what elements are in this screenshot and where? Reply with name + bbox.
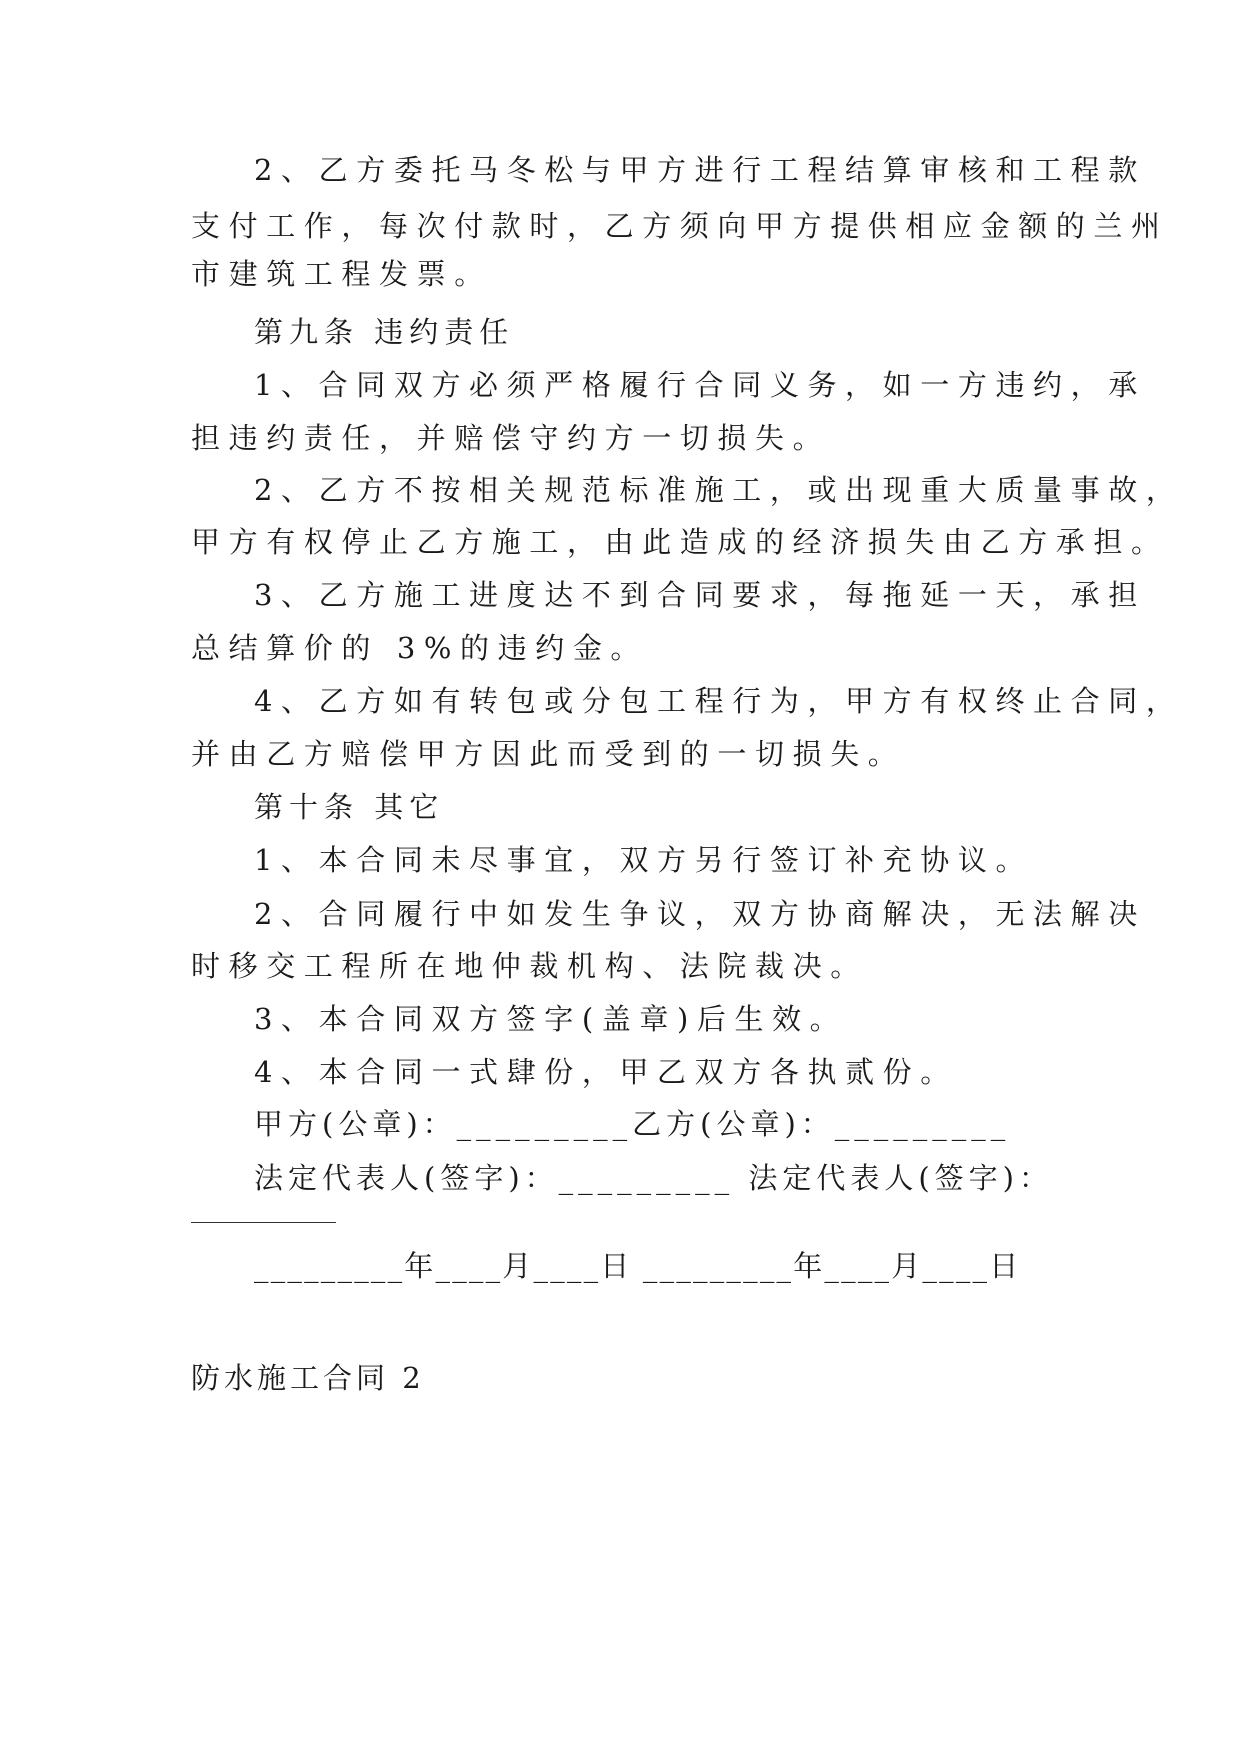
representative-signature-line: 法定代表人(签字)：_________ 法定代表人(签字)： (254, 1161, 1053, 1195)
paragraph-line: 1、本合同未尽事宜，双方另行签订补充协议。 (254, 843, 1034, 877)
paragraph-line: 甲方有权停止乙方施工，由此造成的经济损失由乙方承担。 (191, 525, 1169, 559)
paragraph-line: 并由乙方赔偿甲方因此而受到的一切损失。 (191, 737, 906, 771)
paragraph-line: 支付工作，每次付款时，乙方须向甲方提供相应金额的兰州 (191, 209, 1169, 243)
paragraph-line: 4、本合同一式肆份，甲乙双方各执贰份。 (254, 1055, 958, 1089)
section-heading: 第九条 违约责任 (254, 315, 515, 349)
paragraph-line: 2、乙方委托马冬松与甲方进行工程结算审核和工程款 (254, 153, 1146, 187)
party-seal-line: 甲方(公章)：_________乙方(公章)：_________ (254, 1107, 1011, 1141)
paragraph-line: 市建筑工程发票。 (191, 257, 492, 291)
signature-blank-rule (191, 1222, 336, 1223)
paragraph-line: 3、乙方施工进度达不到合同要求，每拖延一天，承担 (254, 578, 1146, 612)
next-document-title: 防水施工合同 2 (191, 1361, 425, 1395)
paragraph-line: 2、乙方不按相关规范标准施工，或出现重大质量事故， (254, 473, 1184, 507)
paragraph-line: 时移交工程所在地仲裁机构、法院裁决。 (191, 949, 868, 983)
paragraph-line: 4、乙方如有转包或分包工程行为，甲方有权终止合同， (254, 684, 1184, 718)
paragraph-line: 总结算价的 3%的违约金。 (191, 631, 649, 665)
date-line: _________年____月____日 _________年____月____日 (254, 1249, 1021, 1283)
paragraph-line: 2、合同履行中如发生争议，双方协商解决，无法解决 (254, 897, 1146, 931)
section-heading: 第十条 其它 (254, 790, 445, 824)
paragraph-line: 3、本合同双方签字(盖章)后生效。 (254, 1002, 848, 1036)
paragraph-line: 担违约责任，并赔偿守约方一切损失。 (191, 421, 831, 455)
paragraph-line: 1、合同双方必须严格履行合同义务，如一方违约，承 (254, 368, 1146, 402)
